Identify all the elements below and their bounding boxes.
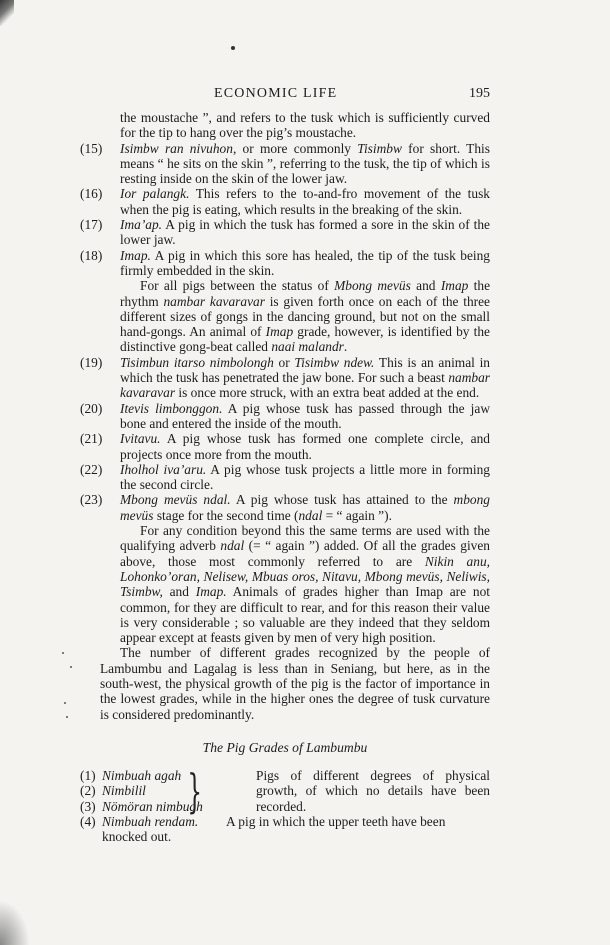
speck [64,702,66,704]
list-item: (1) Nimbuah agah [80,768,182,783]
speck [70,666,72,668]
entry-term: Ior palangk. [120,186,190,202]
speck [66,716,68,718]
list-item: (3) Nömöran nimbuah [80,798,203,814]
entry-term: Ivitavu. [120,431,161,447]
entry-term: Itevis limbonggon. [120,400,223,416]
grade-entry-22: (22) Iholhol iva’aru. A pig whose tusk projects a little more in forming the second circle. [80,461,491,493]
body-text [80,110,490,722]
entry-term: Mbong mevüs ndal. [120,492,231,508]
entry-term: Tisimbun itarso nimbolongh [120,354,274,370]
page-edge-shadow [0,0,14,26]
grade-entry-23: (23) Mbong mevüs ndal. A pig whose tusk has attained to the mbong mevüs stage for the second time (ndal = “ again ”). For any condition beyond this the same terms are used with the qualifying adverb ndal (= “ again ”) added. Of all the grades given above, those most commonly referred to are Nikin anu, Lohonko’oran, Nelisew, Mbuas oros, Nitavu, Mbong mevüs, Neliwis, Tsimbw, and Imap. Animals of grades higher than Imap are not common, for they are difficult to rear, and for this reason their value is very considerable ; so valuable are they indeed that they seldom appear except at feasts given by men of very high position. [80,492,490,646]
page-edge-stain [0,900,30,945]
grade-entry-16: (16) Ior palangk. This refers to the to-and-fro movement of the tusk when the pig is eating, which results in the breaking of the skin. [80,186,490,217]
grade-entry-17: (17) Ima’ap. A pig in which the tusk has formed a sore in the skin of the lower jaw. [80,217,490,248]
imap-note: For all pigs between the status of Mbong mevüs and Imap the rhythm nambar kavaravar is given forth once on each of the three different sizes of gongs in the dancing ground, but not on the small hand-gongs. An animal of Imap grade, however, is identified by the distinctive gong-beat called naai malandr. [120,278,491,355]
qualifying-note: For any condition beyond this the same terms are used with the qualifying adverb ndal (= “ again ”) added. Of all the grades given above, those most commonly referred to are Nikin anu, Lohonko’oran, Nelisew, Mbuas oros, Nitavu, Mbong mevüs, Neliwis, Tsimbw, and Imap. Animals of grades higher than Imap are not common, for they are difficult to rear, and for this reason their value is very considerable ; so valuable are they indeed that they seldom appear except at feasts given by men of very high position. [120,523,490,646]
section-title: The Pig Grades of Lambumbu [202,740,368,755]
entry-number: (15) [80,140,103,156]
grade-entry-18: (18) Imap. A pig in which this sore has healed, the tip of the tusk being firmly embedded in the skin. For all pigs between the status of Mbong mevüs and Imap the rhythm nambar kavaravar is given forth once on each of the three different sizes of gongs in the dancing ground, but not on the small hand-gongs. An animal of Imap grade, however, is identified by the distinctive gong-beat called naai malandr. [80,247,491,355]
entry-term: Imap. [120,247,151,263]
entry-term: Ima’ap. [120,217,163,233]
grade-entry-15: (15) Isimbw ran nivuhon, or more commonly Tisimbw for short. This means “ he sits on the skin ”, referring to the tusk, the tip of which is resting inside on the skin of the lower jaw. [80,140,490,187]
grade-entry-20: (20) Itevis limbonggon. A pig whose tusk has passed through the jaw bone and entered the inside of the mouth. [80,400,490,431]
running-title: ECONOMIC LIFE [214,86,338,101]
ink-dot [231,46,235,50]
entry-term: Isimbw ran nivuhon [120,140,233,156]
list-item: (4) Nimbuah rendam. A pig in which the upper teeth have been knocked out. [80,814,446,845]
page-number: 195 [469,86,490,101]
continuation-paragraph: the moustache ”, and refers to the tusk which is sufficiently curved for the tip to hang over the pig’s moustache. [120,110,490,141]
grade-entry-21: (21) Ivitavu. A pig whose tusk has formed one complete circle, and projects once more from the mouth. [80,431,490,462]
entry-term: Iholhol iva’aru. [120,461,207,477]
page-header [80,86,490,106]
speck [62,652,64,654]
comparison-paragraph: The number of different grades recognized by the people of Lambumbu and Lagalag is less than in Seniang, but here, as in the south-west, the physical growth of the pig is the factor of importance in the lowest grades, while in the higher ones the degree of tusk curvature is considered predominantly. [100,645,490,722]
grade-entry-19: (19) Tisimbun itarso nimbolongh or Tisimbw ndew. This is an animal in which the tusk has penetrated the jaw bone. For such a beast nambar kavaravar is once more struck, with an extra beat added at the end. [80,354,491,401]
list-item: (2) Nimbilil [80,783,146,799]
brace-symbol: } [187,764,202,818]
grade-group-description: Pigs of different degrees of physical growth, of which no details have been recorded. [256,768,490,814]
